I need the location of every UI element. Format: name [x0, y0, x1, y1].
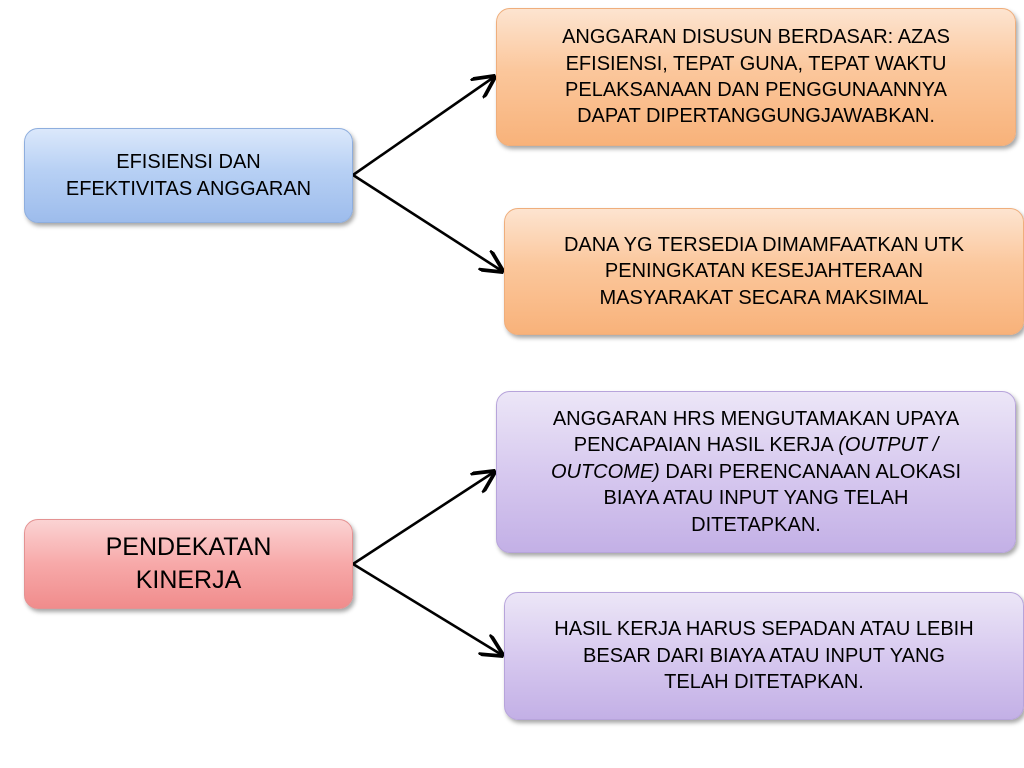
anggaran-disusun-box — [496, 8, 1016, 146]
pendekatan-kinerja-box — [24, 519, 353, 609]
hasil-kerja-box — [504, 592, 1024, 720]
arrow-kinerja-to-anggaran-hrs — [353, 472, 494, 564]
box-text-line: DAPAT DIPERTANGGUNGJAWABKAN. — [577, 105, 935, 128]
box-text-line: HASIL KERJA HARUS SEPADAN ATAU LEBIH — [554, 618, 974, 641]
box-text-line: PENDEKATAN — [105, 533, 272, 561]
output-outcome-italic: (OUTPUT / — [838, 434, 939, 457]
efisiensi-efektivitas-box — [24, 128, 353, 223]
box-text-line — [551, 459, 961, 485]
box-text-fragment: PENCAPAIAN HASIL KERJA — [573, 434, 839, 457]
output-outcome-italic: OUTCOME) — [550, 460, 660, 483]
box-text-line — [551, 432, 961, 458]
dana-tersedia-box — [504, 208, 1024, 335]
box-text-line: MASYARAKAT SECARA MAKSIMAL — [599, 286, 929, 309]
box-text-line: ANGGARAN HRS MENGUTAMAKAN UPAYA — [552, 408, 960, 431]
anggaran-hrs-text — [551, 406, 961, 538]
box-text-line: KINERJA — [135, 566, 242, 594]
anggaran-hrs-box — [496, 391, 1016, 553]
arrow-efisiensi-to-anggaran-disusun — [353, 77, 494, 175]
box-text-line: TELAH DITETAPKAN. — [664, 671, 864, 694]
arrow-kinerja-to-hasil-kerja — [353, 564, 502, 655]
anggaran-disusun-text — [562, 24, 950, 130]
box-text-line: DITETAPKAN. — [691, 513, 821, 536]
dana-tersedia-text — [564, 232, 964, 311]
box-text-line: PENINGKATAN KESEJAHTERAAN — [604, 260, 924, 283]
pendekatan-kinerja-text — [106, 531, 272, 597]
box-text-line: DANA YG TERSEDIA DIMAMFAATKAN UTK — [563, 233, 965, 256]
box-text-line: PELAKSANAAN DAN PENGGUNAANNYA — [565, 79, 947, 101]
box-text-line: EFISIENSI DAN — [116, 151, 261, 174]
box-text-line: BESAR DARI BIAYA ATAU INPUT YANG — [583, 644, 945, 667]
box-text-line: EFEKTIVITAS ANGGARAN — [65, 177, 312, 200]
hasil-kerja-text — [554, 616, 973, 695]
box-text-line: ANGGARAN DISUSUN BERDASAR: AZAS — [562, 26, 950, 49]
arrow-efisiensi-to-dana-tersedia — [353, 175, 502, 271]
efisiensi-efektivitas-text — [66, 149, 311, 202]
box-text-line: EFISIENSI, TEPAT GUNA, TEPAT WAKTU — [565, 52, 947, 75]
box-text-fragment: DARI PERENCANAAN ALOKASI — [659, 460, 962, 483]
box-text-line: BIAYA ATAU INPUT YANG TELAH — [603, 487, 909, 510]
